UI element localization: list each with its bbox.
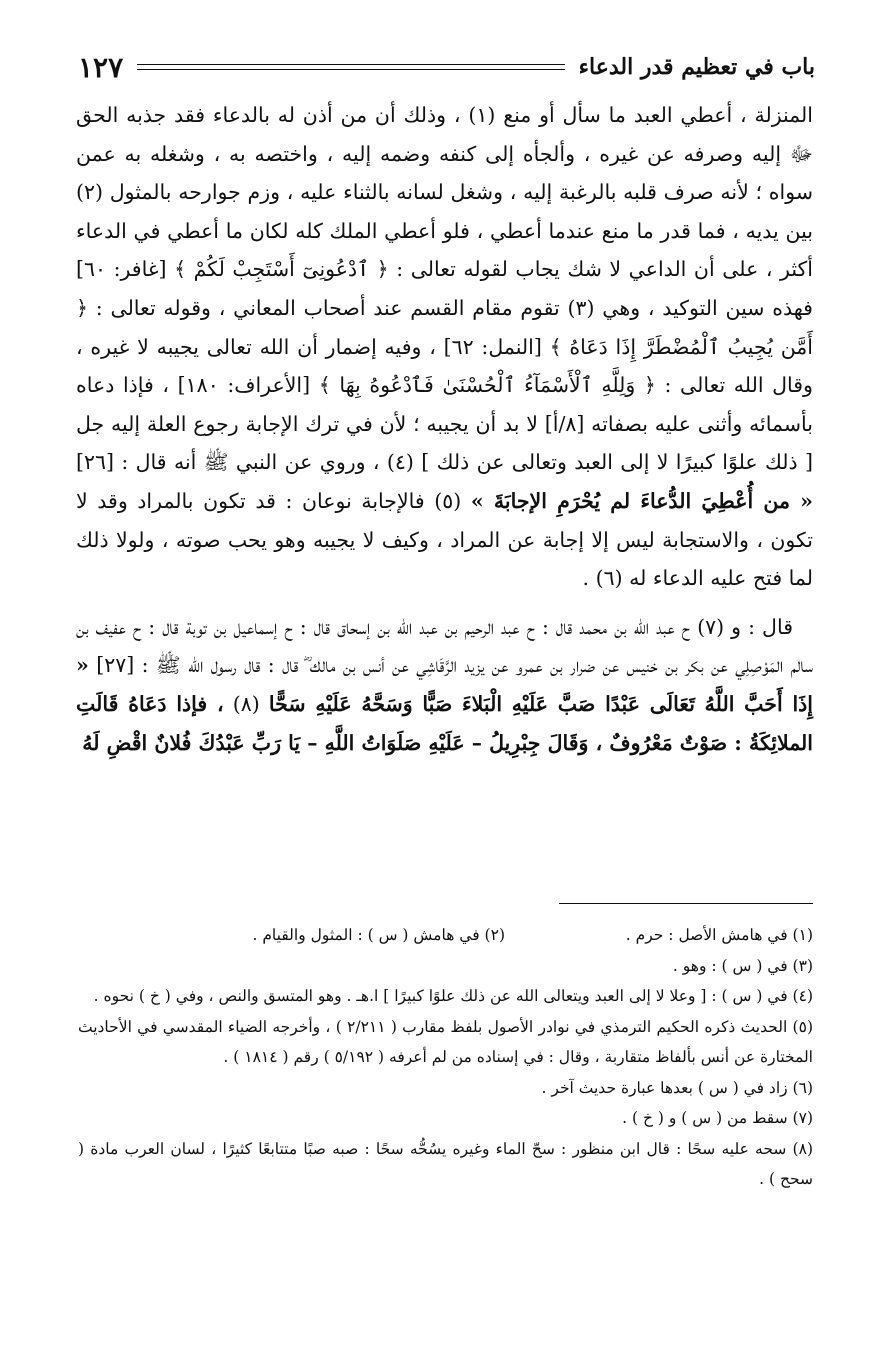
footnote-row (78, 920, 813, 951)
hadith-text: « من أُعْطِيَ الدُّعاءَ لم يُحْرَمِ الإجابَةَ » (470, 488, 813, 513)
chapter-title: باب في تعظيم قدر الدعاء (578, 54, 815, 80)
footnote-marker: (٦) (595, 566, 623, 591)
quran-reference: [النمل: ٦٢] (443, 334, 542, 359)
footnote-4: (٤) في ( س ) : [ وعلا لا إلى العبد ويتعالى الله عن ذلك علوًا كبيرًا ] ا.هـ . وهو المتسق والنص ، وفي ( خ ) نحوه . (93, 987, 813, 1005)
text-run: فهذه سين التوكيد ، وهي (602, 295, 813, 320)
header-rule (137, 64, 565, 70)
footnote-marker: (٤) (386, 450, 414, 475)
page-header (78, 42, 815, 92)
isnad-text: ح عبد الله بن محمد قال : ح عبد الرحيم بن عبد الله بن إسحاق قال : ح إسماعيل بن توبة قال : ح عفيف بن سالم المَوْصِلِي عن بكر بن خنيس عن ضرار بن عمرو عن يزيد الرَّقَاشِي عن أنس بن مالك ؓ قال : قال رسول الله ﷺ : [٢٧] (76, 614, 813, 678)
text-run: ، فإذا دعاه بأسمائه وأثنى عليه بصفاته [٨/أ] لا بد أن يجيبه ؛ لأن في ترك الإجابة رجوع العلة إليه جل [ ذلك علوًا كبيرًا لا إلى العبد وتعالى عن ذلك ] (76, 373, 813, 475)
text-run: المنزلة ، أعطي العبد ما سأل أو منع (503, 103, 813, 127)
page-number: ١٢٧ (78, 50, 124, 84)
footnote-6: (٦) زاد في ( س ) بعدها عبارة حديث آخر . (541, 1078, 813, 1097)
quran-reference: [غافر: ٦٠] (76, 257, 167, 282)
hadith-text: ، فإذا دَعَاهُ قَالَتِ الملائِكَةُ : صَوْتٌ مَعْرُوفٌ ، وَقَالَ جِبْرِيلُ – عَلَيْهِ صَلَوَاتُ اللَّهِ – يَا رَبِّ عَبْدُكَ فُلانٌ اقْضِ لَهُ (76, 691, 813, 755)
paragraph-1 (76, 96, 813, 598)
footnote-marker: (٢) (76, 180, 104, 205)
footnote-7: (٧) سقط من ( س ) و ( خ ) . (622, 1109, 813, 1127)
paragraph-2 (76, 608, 813, 762)
text-run: ، وذلك أن من أذن له بالدعاء فقد جذبه الحق ﷻ إليه وصرفه عن غيره ، وألجأه إلى كنفه وضمه إليه ، واختصه به ، وشغله به عمن سواه ؛ لأنه صرف قلبه بالرغبة إليه ، وشغل لسانه بالثناء عليه ، وزم جوارحه بالمثول (76, 103, 813, 205)
footnote-marker: (٥) (434, 488, 462, 513)
footnote-marker: (٧) (697, 614, 725, 639)
footnote-marker: (١) (468, 103, 496, 127)
text-run: ، وروي عن النبي ﷺ أنه قال : [٢٦] (76, 450, 380, 475)
text-run: فالإجابة نوعان : قد تكون بالمراد وقد لا تكون ، والاستجابة ليس إلا إجابة عن المراد ، وكيف لا يجيبه وهو يحب صوته ، ولولا ذلك لما فتح عليه الدعاء له (76, 488, 813, 591)
footnote-marker: (٨) (232, 691, 260, 716)
text-run: ، وفيه إضمار أن الله تعالى يجيبه لا غيره ، وقال الله تعالى : ﴿ وَلِلَّهِ ٱلْأَسْمَآءُ ٱلْحُسْنَىٰ فَٱدْعُوهُ بِهَا ﴾ (76, 334, 813, 398)
main-text (76, 96, 813, 762)
footnote-3: (٣) في ( س ) : وهو . (672, 956, 813, 975)
text-run: بين يديه ، فما قدر ما منع عندما أعطي ، فلو أعطي الملك كله لكان ما أعطي في الدعاء أكثر ، على أن الداعي لا شك يجاب لقوله تعالى : ﴿ ٱدْعُونِىٓ أَسْتَجِبْ لَكُمْ ﴾ (76, 218, 813, 282)
hadith-text: « إِذَا أَحَبَّ اللَّهُ تَعَالَى عَبْدًا صَبَّ عَلَيْهِ الْبَلاءَ صَبًّا وَسَحَّهُ عَلَيْهِ سَحًّا (76, 653, 813, 716)
footnote-marker: (٣) (567, 295, 595, 320)
quran-reference: [الأعراف: ١٨٠] (177, 373, 311, 398)
footnote-2: (٢) في هامش ( س ) : المثول والقيام . (252, 926, 505, 944)
text-run: . (582, 566, 590, 591)
footnote-1: (١) في هامش الأصل : حرم . (625, 926, 813, 944)
footnote-5: (٥) الحديث ذكره الحكيم الترمذي في نوادر الأصول بلفظ مقارب ( ٢/٢١١ ) ، وأخرجه الضياء المقدسي في الأحاديث المختارة عن أنس بألفاظ متقاربة ، وقال : في إسناده من لم أعرفه ( ٥/١٩٢ ) رقم ( ١٨١٤ ) . (78, 1017, 813, 1066)
text-run: تقوم مقام القسم عند أصحاب المعاني ، وقوله تعالى : ﴿ أَمَّن يُجِيبُ ٱلْمُضْطَرَّ إِذَا دَعَاهُ ﴾ (76, 295, 813, 359)
footnote-8: (٨) سحه عليه سحًا : قال ابن منظور : سحّ الماء وغيره يسُحُّه سحًا : صبه صبًا متتابعًا كثيرًا ، لسان العرب مادة ( سحح ) . (78, 1139, 813, 1188)
footnotes (78, 920, 813, 1195)
text-run: قال : و (731, 614, 793, 639)
footnote-separator (559, 903, 813, 904)
